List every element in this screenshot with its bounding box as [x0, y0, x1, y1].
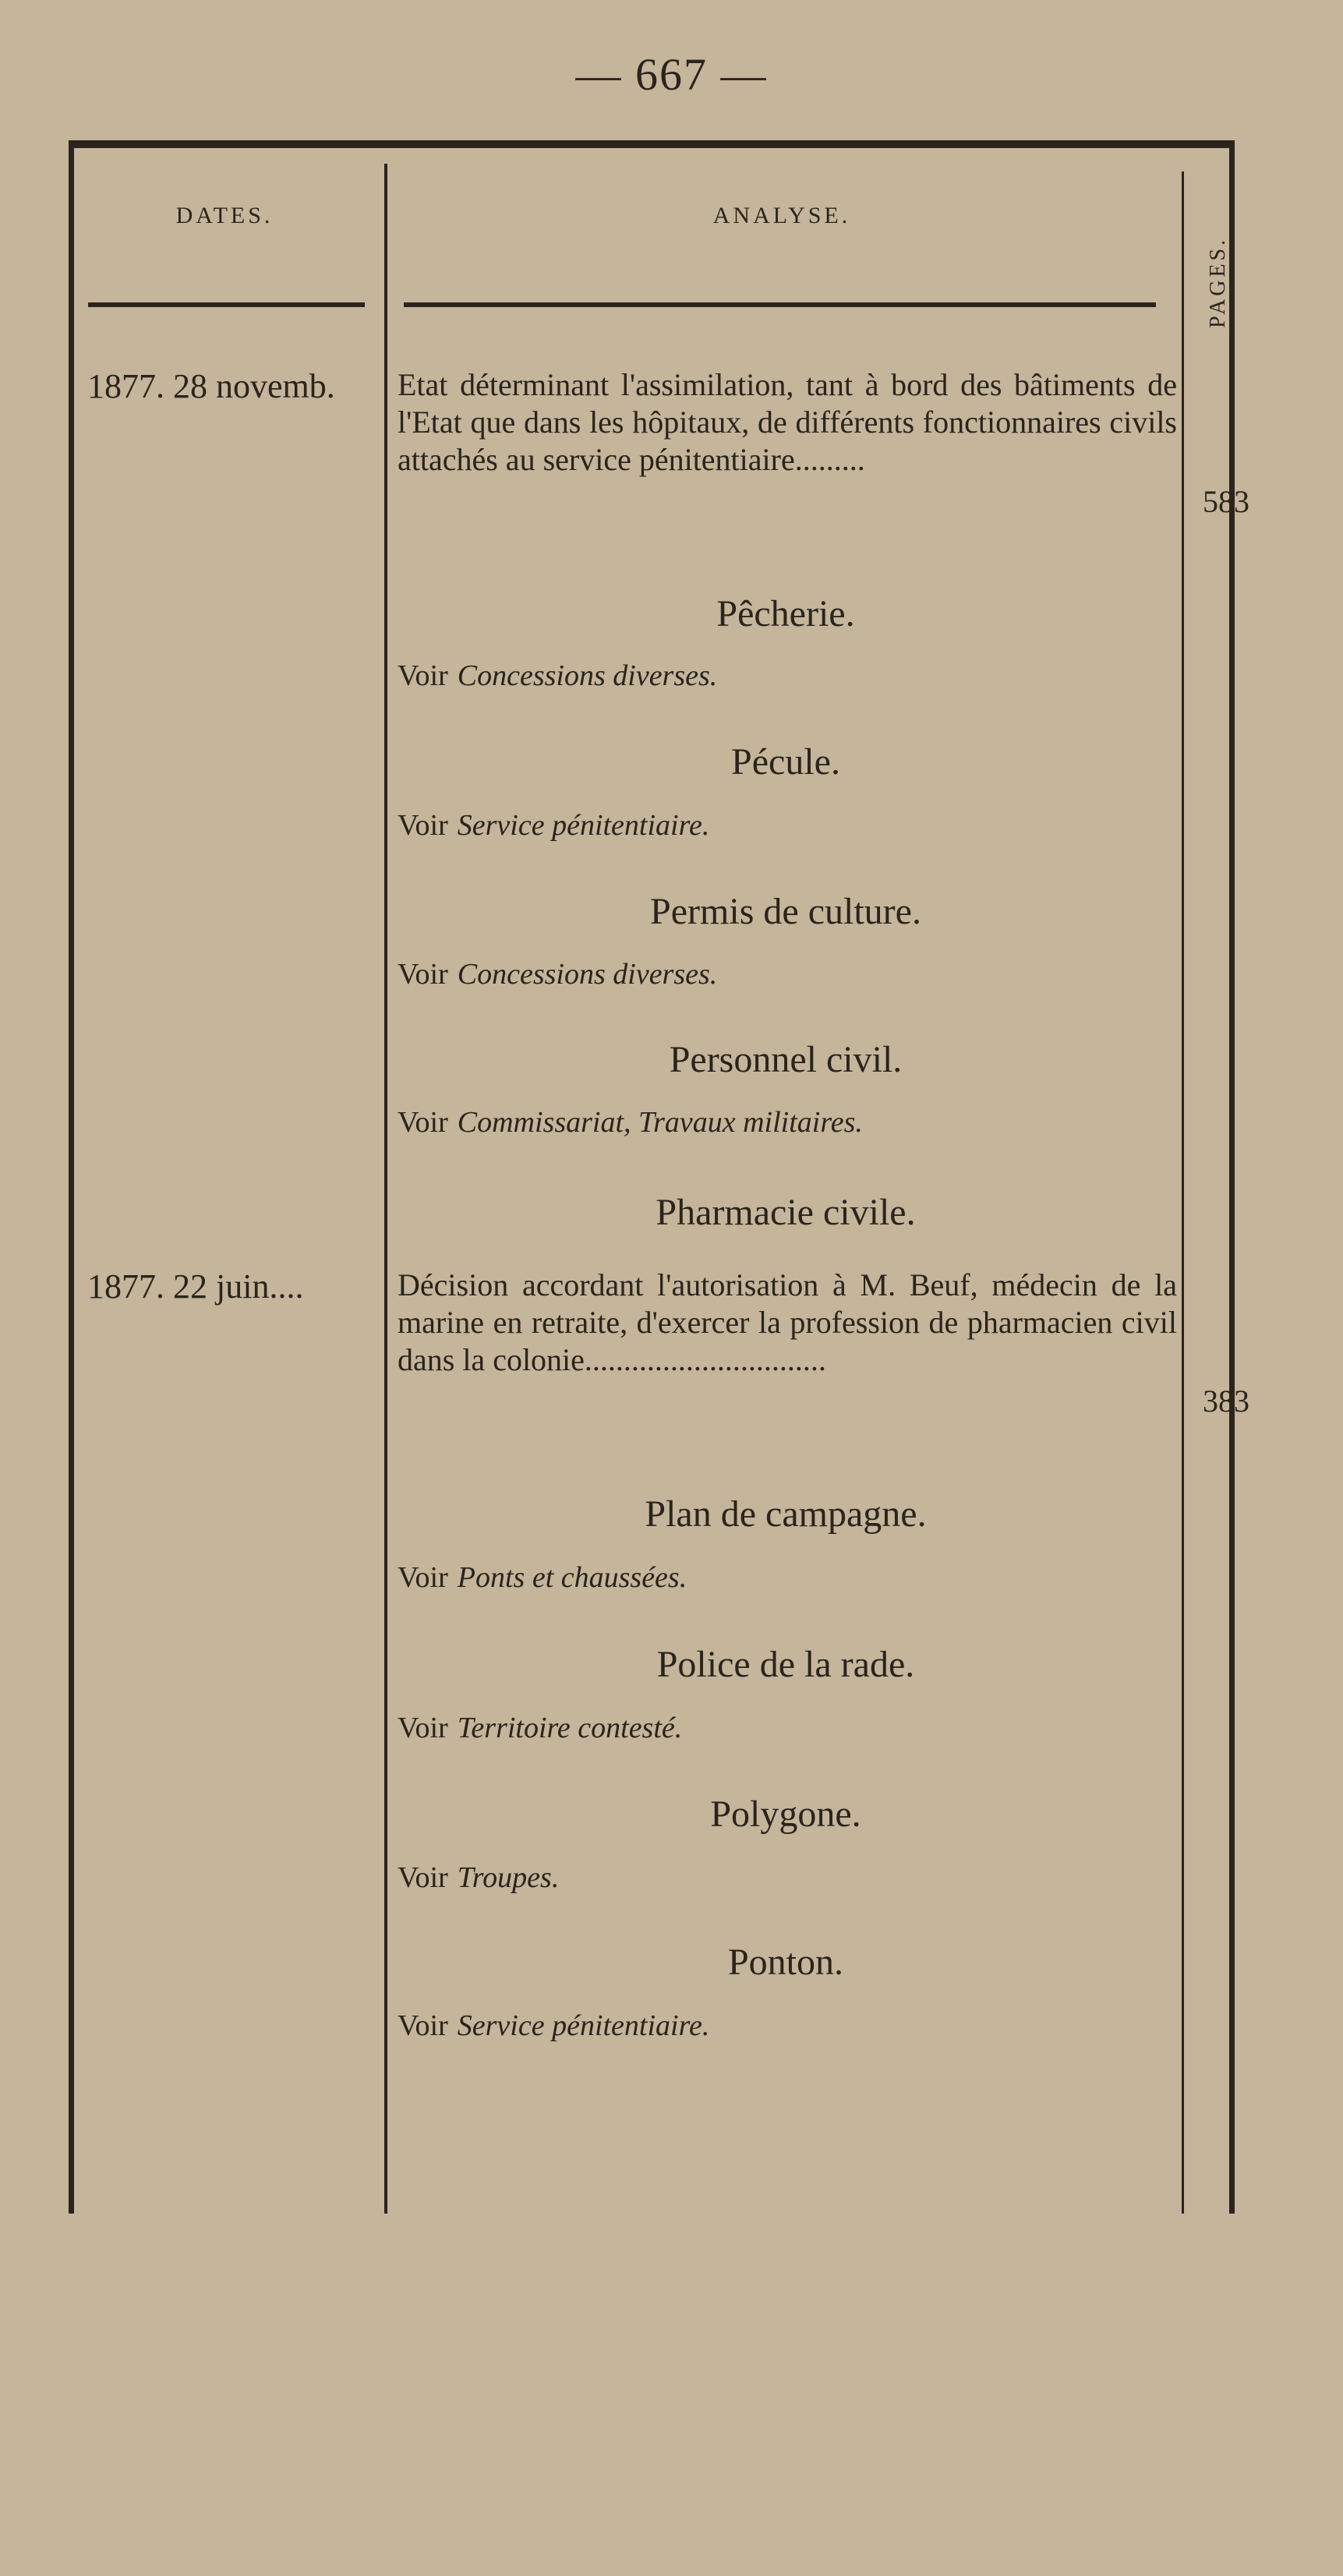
header-rule-analyse: [404, 302, 1156, 307]
entry-date: 1877. 28 novemb.: [87, 367, 335, 405]
see-target: Service pénitentiaire.: [457, 809, 710, 842]
dates-column-divider: [384, 164, 387, 2214]
section-title: Permis de culture.: [650, 891, 921, 932]
header-analyse: ANALYSE.: [712, 203, 851, 228]
see-word: Voir: [398, 1712, 448, 1744]
entry-page: 383: [1203, 1383, 1249, 1419]
section-title: Plan de campagne.: [645, 1493, 927, 1535]
entry-analysis: Etat déterminant l'assimilation, tant à bord des bâtiments de l'Etat que dans les hôpitaux, de différents fonctionnaires civils attachés au service pénitentiaire.........: [398, 367, 1177, 477]
section-title: Personnel civil.: [669, 1039, 903, 1080]
see-word: Voir: [398, 1561, 448, 1594]
header-dates: DATES.: [175, 203, 274, 228]
see-reference: [398, 1560, 1177, 1595]
see-target: Service pénitentiaire.: [457, 2009, 710, 2042]
see-target: Concessions diverses.: [457, 659, 718, 692]
index-table: [69, 140, 1249, 2214]
section-title: Police de la rade.: [656, 1644, 915, 1685]
right-border: [1229, 140, 1235, 2214]
header-rule-dates: [88, 302, 365, 307]
see-reference: [398, 659, 1177, 693]
see-reference: [398, 2009, 1177, 2043]
section-title: Pharmacie civile.: [656, 1192, 916, 1233]
section-title: Ponton.: [727, 1942, 844, 1983]
top-rule: [69, 140, 1235, 148]
see-word: Voir: [398, 1861, 448, 1894]
see-word: Voir: [398, 1106, 448, 1139]
see-reference: [398, 1105, 1177, 1140]
section-title: Pêcherie.: [716, 593, 855, 634]
see-target: Territoire contesté.: [457, 1712, 683, 1744]
see-target: Commissariat, Travaux militaires.: [457, 1106, 863, 1139]
see-reference: [398, 957, 1177, 991]
see-reference: [398, 1860, 1177, 1895]
entry-page: 583: [1203, 484, 1249, 519]
see-word: Voir: [398, 809, 448, 842]
left-border: [69, 140, 74, 2214]
see-target: Concessions diverses.: [457, 958, 718, 991]
see-target: Ponts et chaussées.: [457, 1561, 687, 1594]
entry-analysis: Décision accordant l'autorisation à M. Beuf, médecin de la marine en retraite, d'exercer la profession de pharmacien civil dans la colonie...............................: [398, 1267, 1177, 1377]
section-title: Polygone.: [710, 1793, 861, 1835]
see-target: Troupes.: [457, 1861, 560, 1894]
see-reference: [398, 808, 1177, 843]
see-word: Voir: [398, 2009, 448, 2042]
see-reference: [398, 1711, 1177, 1745]
see-word: Voir: [398, 659, 448, 692]
section-title: Pécule.: [731, 741, 840, 783]
page-number: — 667 —: [575, 49, 768, 100]
entry-date: 1877. 22 juin....: [87, 1267, 304, 1306]
see-word: Voir: [398, 958, 448, 991]
header-pages: PAGES.: [1206, 236, 1230, 328]
